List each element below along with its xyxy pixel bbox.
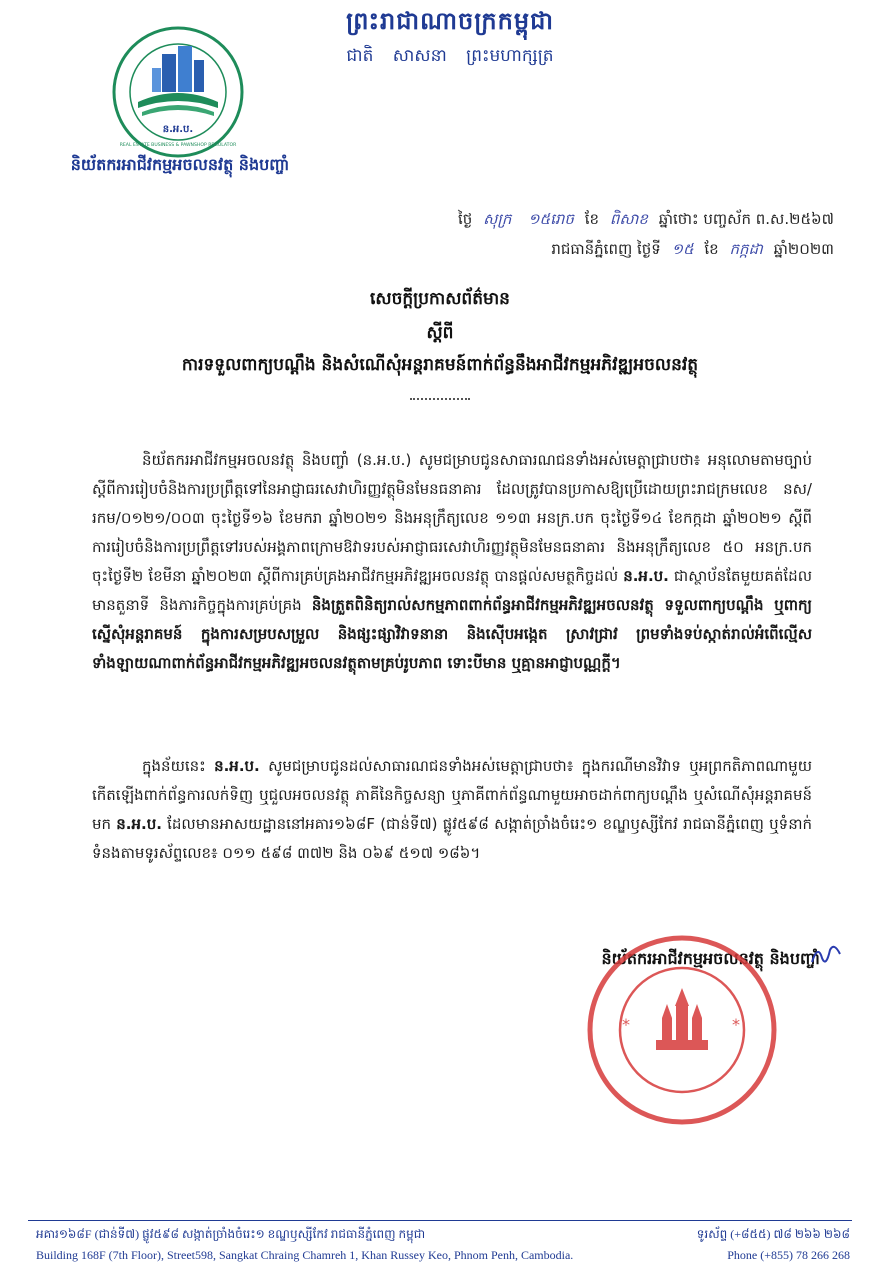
issuing-organization: និយ័តករអាជីវកម្មអចលនវត្ថុ និងបញ្ចាំ	[70, 155, 290, 174]
lunar-month-handwritten: ពិសាខ	[609, 210, 648, 228]
kingdom-title: ព្រះរាជាណាចក្រកម្ពុជា	[346, 7, 554, 35]
title-divider	[410, 398, 470, 400]
body-paragraph-2	[92, 752, 812, 868]
announcement-subject: ការទទួលពាក្យបណ្ដឹង និងសំណើសុំអន្តរាគមន៍ពាក់ព័ន្ធនឹងអាជីវកម្មអភិវឌ្ឍអចលនវត្ថុ	[181, 355, 699, 375]
footer-phone-english: Phone (+855) 78 266 268	[727, 1248, 850, 1262]
logo-caption: REAL ESTATE BUSINESS & PAWNSHOP REGULATOR	[119, 143, 237, 148]
solar-month-prefix: ខែ	[704, 240, 719, 258]
lunar-month-prefix: ខែ	[584, 210, 600, 228]
kingdom-header	[300, 6, 600, 70]
stamp-star-right: *	[732, 1015, 740, 1034]
p1-abbr: ន.អ.ប.	[623, 567, 669, 585]
p2-text-e: ដែលមានអាសយដ្ឋាននៅអគារ១៦៨F (ជាន់ទី៧) ផ្លូវ៥៩៨ សង្កាត់ច្រាំងចំរេះ១ ខណ្ឌឫស្សីកែវ រាជធានីភ្នំពេញ ឬទំនាក់ទំនងតាមទូរស័ព្ទលេខ៖ ០១១ ៥៩៨ ៣៧២ និង ០៦៩ ៥១៧ ១៨៦។	[92, 815, 812, 862]
solar-date-prefix: រាជធានីភ្នំពេញ ថ្ងៃទី	[551, 240, 661, 258]
announcement-on: ស្ដីពី	[426, 323, 454, 343]
solar-month-handwritten: កក្កដា	[729, 240, 763, 258]
solar-day-handwritten: ១៥	[671, 240, 694, 258]
body-paragraph-1	[92, 446, 812, 678]
lunar-year: ឆ្នាំថោះ បញ្ចស័ក ព.ស.២៥៦៧	[658, 210, 834, 228]
footer-phone-khmer: ទូរស័ព្ទ (+៨៥៥) ៧៨ ២៦៦ ២៦៨	[696, 1227, 850, 1241]
handwritten-initial	[808, 940, 844, 970]
footer-address-khmer: អគារ១៦៨F (ជាន់ទី៧) ផ្លូវ៥៩៨ សង្កាត់ច្រាំងចំរេះ១ ខណ្ឌឫស្សីកែវ រាជធានីភ្នំពេញ កម្ពុជា	[36, 1227, 426, 1241]
p2-abbr-2: ន.អ.ប.	[116, 815, 162, 833]
footer-address-english: Building 168F (7th Floor), Street598, Sangkat Chraing Chamreh 1, Khan Russey Keo, Phnom Penh, Cambodia.	[36, 1248, 574, 1262]
lunar-date-line	[458, 210, 834, 232]
stamp-star-left: *	[622, 1015, 630, 1034]
logo-abbreviation: ន.អ.ប.	[162, 124, 194, 135]
lunar-day-handwritten: សុក្រ	[483, 210, 512, 228]
p2-text-c: សូមជម្រាបជូនដល់សាធារណជនទាំងអស់មេត្តាជ្រាបថា៖ ក្នុងករណីមានវិវាទ ឬអព្រកតិភាពណាមួយកើតឡើងពាក់ព័ន្ធការលក់ទិញ ឬជួលអចលនវត្ថុ ភាគីនៃកិច្ចសន្យា ឬភាគីពាក់ព័ន្ធណាមួយអាចដាក់ពាក្យបណ្ដឹង ឬសំណើសុំអន្តរាគមន៍មក	[92, 757, 812, 833]
p2-text-a: ក្នុងន័យនេះ	[142, 757, 215, 775]
announcement-title: សេចក្ដីប្រកាសព័ត៌មាន	[370, 289, 510, 309]
signature-title: និយ័តករអាជីវកម្មអចលនវត្ថុ និងបញ្ចាំ	[601, 949, 820, 968]
national-motto: ជាតិ សាសនា ព្រះមហាក្សត្រ	[346, 46, 554, 66]
p1-text-c: ជាស្ថាប័នតែមួយគត់ដែលមានតួនាទី និងភារកិច្ចក្នុងការគ្រប់គ្រង	[92, 567, 812, 614]
p1-text-a: និយ័តករអាជីវកម្មអចលនវត្ថុ និងបញ្ចាំ (ន.អ.ប.) សូមជម្រាបជូនសាធារណជនទាំងអស់មេត្តាជ្រាបថា៖ អនុលោមតាមច្បាប់ស្ដីពីការរៀបចំនិងការប្រព្រឹត្តទៅនៃអាជ្ញាធរសេវាហិរញ្ញវត្ថុមិនមែនធនាគារ ដែលត្រូវបានប្រកាសឱ្យប្រើដោយព្រះរាជក្រមលេខ នស/រកម/០១២១/០០៣ ចុះថ្ងៃទី១៦ ខែមករា ឆ្នាំ២០២១ និងអនុក្រឹត្យលេខ ១១៣ អនក្រ.បក ចុះថ្ងៃទី១៤ ខែកក្កដា ឆ្នាំ២០២១ ស្ដីពីការរៀបចំនិងការប្រព្រឹត្តទៅរបស់អង្គភាពក្រោមឱវាទរបស់អាជ្ញាធរសេវាហិរញ្ញវត្ថុមិនមែនធនាគារ និងអនុក្រឹត្យលេខ ៥០ អនក្រ.បក ចុះថ្ងៃទី២ ខែមីនា ឆ្នាំ២០២៣ ស្ដីពីការគ្រប់គ្រងអាជីវកម្មអភិវឌ្ឍអចលនវត្ថុ បានផ្ដល់សមត្ថកិច្ចដល់	[92, 451, 812, 585]
solar-year: ឆ្នាំ២០២៣	[773, 240, 834, 258]
lunar-phase-handwritten: ១៥រោច	[528, 210, 574, 228]
solar-date-line	[551, 240, 834, 262]
p2-abbr-1: ន.អ.ប.	[214, 757, 260, 775]
lunar-date-prefix: ថ្ងៃ	[458, 210, 473, 228]
footer-divider	[28, 1220, 852, 1221]
p1-text-bold: និងត្រួតពិនិត្យរាល់សកម្មភាពពាក់ព័ន្ធអាជីវកម្មអភិវឌ្ឍអចលនវត្ថុ ទទួលពាក្យបណ្ដឹង ឬពាក្យស្នើសុំអន្តរាគមន៍ ក្នុងការសម្របសម្រួល និងផ្សះផ្សាវិវាទនានា និងស៊ើបអង្កេត ស្រាវជ្រាវ ព្រមទាំងទប់ស្កាត់រាល់អំពើល្មើសទាំងឡាយណាពាក់ព័ន្ធអាជីវកម្មអភិវឌ្ឍអចលនវត្ថុតាមគ្រប់រូបភាព ទោះបីមាន ឬគ្មានអាជ្ញាបណ្ណក្ដី។	[92, 596, 812, 672]
official-stamp	[582, 930, 782, 1130]
regulator-logo	[110, 24, 246, 160]
